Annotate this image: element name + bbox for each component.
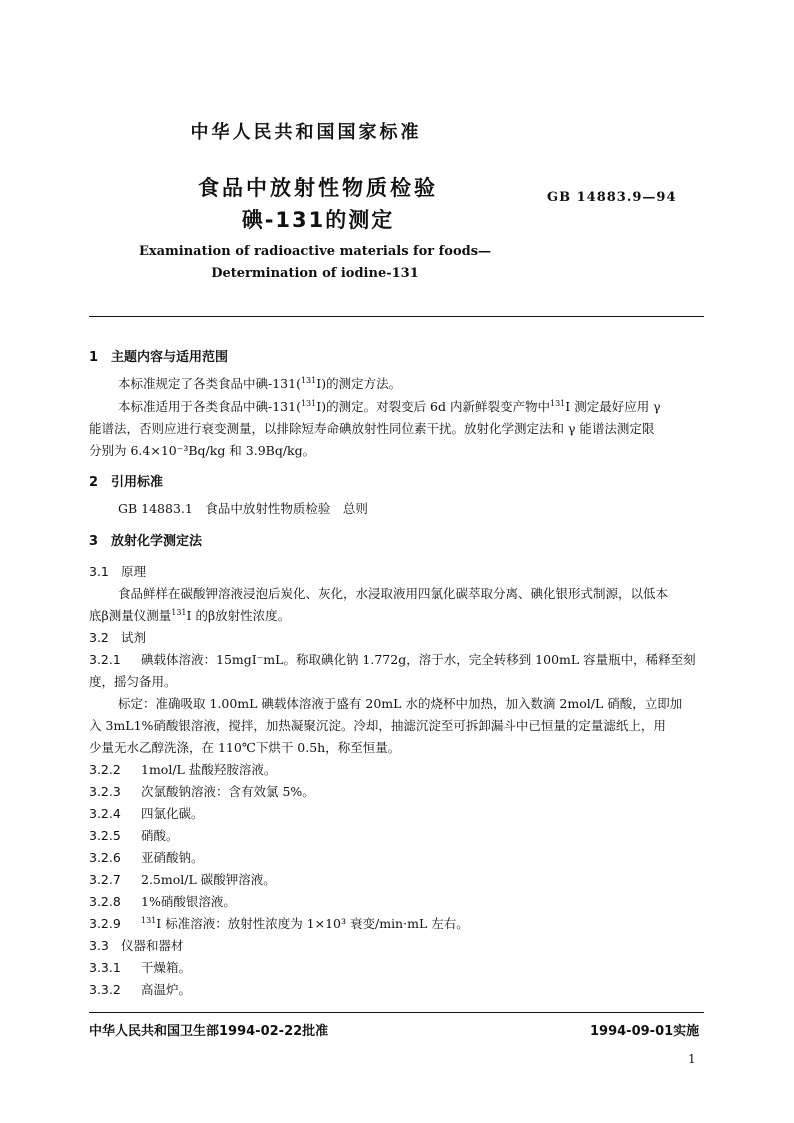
reagent-number: 3.2.3 xyxy=(89,784,121,799)
footer-divider xyxy=(89,1012,704,1013)
s2-reference: GB 14883.1 食品中放射性物质检验 总则 xyxy=(118,501,368,516)
s1-paragraph-2-line2: 能谱法，否则应进行衰变测量，以排除短寿命碘放射性同位素干扰。放射化学测定法和 γ 能谱法测定限 xyxy=(89,421,655,436)
doc-title-line1: 食品中放射性物质检验 xyxy=(198,176,438,200)
section-1-heading: 1 主题内容与适用范围 xyxy=(89,350,229,365)
s332-item xyxy=(89,980,191,1000)
reagent-number: 3.2.4 xyxy=(89,806,121,821)
reagent-item xyxy=(89,760,276,780)
s321-line1 xyxy=(89,650,696,670)
doc-title-line2: 碘-131的测定 xyxy=(241,208,395,232)
reagent-text: 硝酸。 xyxy=(141,828,179,843)
reagent-item xyxy=(89,782,315,802)
s31-line1: 食品鲜样在碳酸钾溶液浸泡后炭化、灰化，水浸取液用四氯化碳萃取分离、碘化银形式制源，以低本 xyxy=(118,586,669,601)
reagent-item xyxy=(89,892,236,912)
s332-text: 高温炉。 xyxy=(141,982,192,997)
s332-number: 3.3.2 xyxy=(89,982,121,997)
reagent-text: 四氯化碳。 xyxy=(141,806,204,821)
reagent-number: 3.2.2 xyxy=(89,762,121,777)
s331-number: 3.3.1 xyxy=(89,960,121,975)
reagent-text: 1mol/L 盐酸羟胺溶液。 xyxy=(141,762,277,777)
reagent-item xyxy=(89,870,276,890)
s331-item xyxy=(89,958,191,978)
s33-heading xyxy=(89,936,184,956)
s32-number: 3.2 xyxy=(89,630,109,645)
standard-code: GB 14883.9—94 xyxy=(547,190,677,205)
s321-number: 3.2.1 xyxy=(89,652,121,667)
header-divider xyxy=(89,316,704,317)
page-number: 1 xyxy=(688,1052,696,1066)
reagent-text: 亚硝酸钠。 xyxy=(141,850,204,865)
reagent-number: 3.2.5 xyxy=(89,828,121,843)
s31-title: 原理 xyxy=(121,564,147,579)
reagent-number: 3.2.7 xyxy=(89,872,121,887)
s1-paragraph-1: 本标准规定了各类食品中碘-131($^{131}$I)的测定方法。 xyxy=(118,376,402,391)
s33-number: 3.3 xyxy=(89,938,109,953)
s321-calibration-line3: 少量无水乙醇洗涤，在 110℃下烘干 0.5h，称至恒量。 xyxy=(89,740,401,755)
english-title-line2: Determination of iodine-131 xyxy=(211,266,419,281)
reagent-text: 次氯酸钠溶液：含有效氯 5%。 xyxy=(141,784,315,799)
s321-line2: 度，摇匀备用。 xyxy=(89,674,177,689)
reagent-number: 3.2.9 xyxy=(89,916,121,931)
approval-date: 中华人民共和国卫生部1994-02-22批准 xyxy=(89,1024,329,1039)
s31-line2: 底β测量仪测量$^{131}$I 的β放射性浓度。 xyxy=(89,608,291,623)
s31-heading xyxy=(89,562,146,582)
reagent-text: $^{131}$I 标准溶液：放射性浓度为 1×10³ 衰变/min·mL 左右。 xyxy=(141,916,469,931)
reagent-item xyxy=(89,914,469,934)
s331-text: 干燥箱。 xyxy=(141,960,192,975)
reagent-item xyxy=(89,804,204,824)
reagent-item xyxy=(89,826,179,846)
reagent-number: 3.2.6 xyxy=(89,850,121,865)
english-title-line1: Examination of radioactive materials for foods— xyxy=(138,244,492,259)
s321-calibration-line1: 标定：准确吸取 1.00mL 碘载体溶液于盛有 20mL 水的烧杯中加热，加入数滴 2mol/L 硝酸，立即加 xyxy=(118,696,683,711)
reagent-text: 2.5mol/L 碳酸钾溶液。 xyxy=(141,872,276,887)
s321-calibration-line2: 入 3mL1%硝酸银溶液，搅拌，加热凝聚沉淀。冷却，抽滤沉淀至可拆卸漏斗中已恒量的定量滤纸上，用 xyxy=(89,718,666,733)
effective-date: 1994-09-01实施 xyxy=(590,1024,700,1039)
reagent-item xyxy=(89,848,204,868)
section-3-heading: 3 放射化学测定法 xyxy=(89,534,203,549)
s32-title: 试剂 xyxy=(121,630,147,645)
section-2-heading: 2 引用标准 xyxy=(89,475,164,490)
s31-number: 3.1 xyxy=(89,564,109,579)
org-title: 中华人民共和国国家标准 xyxy=(190,122,422,143)
reagent-number: 3.2.8 xyxy=(89,894,121,909)
s32-heading xyxy=(89,628,146,648)
reagent-text: 1%硝酸银溶液。 xyxy=(141,894,236,909)
s1-paragraph-2-line3: 分别为 6.4×10⁻³Bq/kg 和 3.9Bq/kg。 xyxy=(89,443,316,458)
s1-paragraph-2-line1: 本标准适用于各类食品中碘-131($^{131}$I)的测定。对裂变后 6d 内新鲜裂变产物中$^{131}$I 测定最好应用 γ xyxy=(118,399,661,414)
s321-text: 碘载体溶液：15mgI⁻mL。称取碘化钠 1.772g，溶于水，完全转移到 100mL 容量瓶中，稀释至刻 xyxy=(141,652,696,667)
s33-title: 仪器和器材 xyxy=(121,938,184,953)
